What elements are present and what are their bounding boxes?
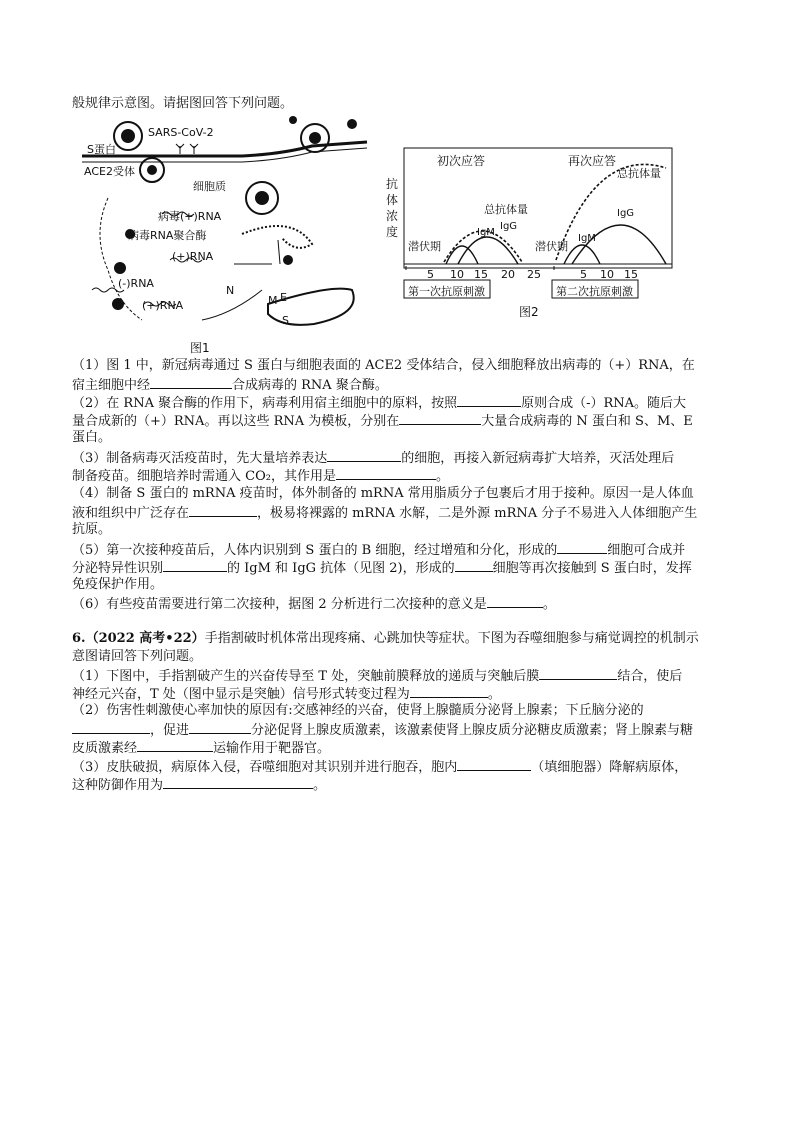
p6-s2-line-a: （2）伤害性刺激使心率加快的原因有:交感神经的兴奋，使肾上腺髓质分泌肾上腺素；下丘脑分泌的 xyxy=(72,703,644,718)
p6-s3-answer-blank-1[interactable] xyxy=(457,758,531,771)
fig2-stim1-label: 第一次抗原刺激 xyxy=(408,285,485,298)
p6-s2-answer-blank-2[interactable] xyxy=(189,721,251,734)
fig2-total-antibody-2: 总抗体量 xyxy=(617,167,661,180)
fig2-secondary-label: 再次应答 xyxy=(568,154,617,168)
q1-line-b xyxy=(72,376,388,394)
fig1-label-m: M xyxy=(268,294,278,307)
q1-text-2: 合成病毒的 RNA 聚合酶。 xyxy=(232,378,388,393)
fig2-tick1-15: 15 xyxy=(474,268,488,281)
fig2-curve-igg2 xyxy=(572,225,666,264)
q6-line-a xyxy=(72,595,556,613)
q4-line-c: 抗原。 xyxy=(72,522,112,537)
p6-s2-line-b xyxy=(72,721,693,739)
q5-line-a xyxy=(72,541,685,559)
p6-heading-line xyxy=(72,631,699,647)
q6-answer-blank[interactable] xyxy=(487,595,543,608)
q2-answer-blank-2[interactable] xyxy=(399,412,481,425)
p6-s3-line-a xyxy=(72,758,687,776)
p6-s1-line-b xyxy=(72,685,501,703)
p6-heading-line-b: 意图请回答下列问题。 xyxy=(72,649,203,664)
fig1-label-rna-minus: (-)RNA xyxy=(118,277,154,290)
q5-answer-blank-2[interactable] xyxy=(163,559,227,572)
q1-line-a: （1）图 1 中，新冠病毒通过 S 蛋白与细胞表面的 ACE2 受体结合，侵入细胞释放出病毒的（+）RNA，在 xyxy=(72,358,695,373)
q3-text-1: （3）制备病毒灭活疫苗时，先大量培养表达 xyxy=(72,451,328,466)
fig1-label-virus-rna: 病毒(+)RNA xyxy=(158,210,222,223)
figure-1-diagram xyxy=(82,114,368,336)
q5-text-3: 分泌特异性识别 xyxy=(72,561,164,576)
q3-answer-blank-1[interactable] xyxy=(327,449,401,462)
p6-s1-text-4: 。 xyxy=(487,687,501,702)
p6-s2-answer-blank-1[interactable] xyxy=(72,721,150,734)
fig1-caption: 图1 xyxy=(190,341,210,355)
fig2-stim2-label: 第二次抗原刺激 xyxy=(556,285,633,298)
fig2-tick1-20: 20 xyxy=(501,268,515,281)
p6-heading-text: 手指割破时机体常出现疼痛、心跳加快等症状。下图为吞噬细胞参与痛觉调控的机制示 xyxy=(204,631,699,646)
fig2-ylabel xyxy=(386,176,400,240)
q4-line-a: （4）制备 S 蛋白的 mRNA 疫苗时，体外制备的 mRNA 常用脂质分子包裹后才用于接种。原因一是人体血 xyxy=(72,486,694,501)
fig2-ylabel-char-1: 抗 xyxy=(386,177,399,191)
fig2-curve-igm2 xyxy=(564,245,600,264)
fig2-tick1-10: 10 xyxy=(450,268,464,281)
q4-answer-blank[interactable] xyxy=(189,504,257,517)
fig1-label-cytoplasm: 细胞质 xyxy=(193,180,226,193)
q6-text-1: （6）有些疫苗需要进行第二次接种，据图 2 分析进行二次接种的意义是 xyxy=(72,597,487,612)
fig2-primary-label: 初次应答 xyxy=(437,154,486,168)
fig2-total-antibody-1: 总抗体量 xyxy=(484,203,528,216)
q2-answer-blank-1[interactable] xyxy=(457,394,521,407)
p6-s3-answer-blank-2[interactable] xyxy=(163,776,313,789)
q3-line-b xyxy=(72,467,449,485)
q5-answer-blank-1[interactable] xyxy=(557,541,607,554)
p6-s1-answer-blank-2[interactable] xyxy=(410,685,488,698)
q4-line-b xyxy=(72,504,697,522)
fig2-tick1-25: 25 xyxy=(527,268,541,281)
q2-line-a xyxy=(72,394,686,412)
fig2-igm1-label: IgM xyxy=(477,227,495,238)
p6-s2-text-4: 运输作用于靶器官。 xyxy=(213,741,331,756)
fig2-curve-igg1 xyxy=(458,237,518,264)
fig2-tick1-5: 5 xyxy=(427,268,434,281)
p6-s1-answer-blank-1[interactable] xyxy=(539,667,617,680)
fig2-tick2-10: 10 xyxy=(600,268,614,281)
fig2-igg1-label: IgG xyxy=(500,221,518,232)
q5-line-c: 免疫保护作用。 xyxy=(72,577,164,592)
fig2-igm2-label: IgM xyxy=(578,233,596,244)
fig2-ylabel-char-2: 体 xyxy=(386,193,399,207)
q5-text-4: 的 IgM 和 IgG 抗体（见图 2)，形成的 xyxy=(227,561,455,576)
q2-line-b xyxy=(72,412,693,430)
q3-answer-blank-2[interactable] xyxy=(336,467,436,480)
fig2-caption: 图2 xyxy=(519,305,539,319)
fig1-label-s-protein: S蛋白 xyxy=(87,143,116,156)
q5-text-1: （5）第一次接种疫苗后，人体内识别到 S 蛋白的 B 细胞，经过增殖和分化，形成的 xyxy=(72,543,558,558)
q5-text-5: 细胞等再次接触到 S 蛋白时，发挥 xyxy=(492,561,692,576)
p6-s1-text-1: （1）下图中，手指割破产生的兴奋传导至 T 处，突触前膜释放的递质与突触后膜 xyxy=(72,669,540,684)
fig1-label-rna-plus-1: (+)RNA xyxy=(172,250,214,263)
p6-s3-text-3: 这种防御作用为 xyxy=(72,778,164,793)
q4-text-1: 液和组织中广泛存在 xyxy=(72,506,190,521)
intro-line: 般规律示意图。请据图回答下列问题。 xyxy=(72,96,294,111)
p6-s2-text-1: ，促进 xyxy=(150,723,190,738)
fig2-igg2-label: IgG xyxy=(617,208,635,219)
fig2-latent2-label: 潜伏期 xyxy=(535,240,568,253)
q1-text-1: 宿主细胞中经 xyxy=(72,378,151,393)
q3-text-4: 。 xyxy=(435,469,449,484)
q2-text-1: （2）在 RNA 聚合酶的作用下，病毒利用宿主细胞中的原料，按照 xyxy=(72,396,458,411)
q4-text-2: ，极易将裸露的 mRNA 水解，二是外源 mRNA 分子不易进入人体细胞产生 xyxy=(257,506,698,521)
p6-s3-text-2: （填细胞器）降解病原体， xyxy=(531,760,688,775)
fig2-latent1-label: 潜伏期 xyxy=(408,240,441,253)
p6-s1-line-a xyxy=(72,667,682,685)
p6-s3-line-b xyxy=(72,776,326,794)
fig1-label-rna-polymerase: 病毒RNA聚合酶 xyxy=(128,229,207,242)
p6-number: 6.（2022 高考•22） xyxy=(72,631,205,646)
fig2-tick2-15: 15 xyxy=(624,268,638,281)
p6-s2-text-3: 皮质激素经 xyxy=(72,741,138,756)
q2-text-4: 大量合成病毒的 N 蛋白和 S、M、E xyxy=(481,414,693,429)
fig1-label-ace2: ACE2受体 xyxy=(84,165,135,178)
p6-s2-line-c xyxy=(72,739,330,757)
fig1-label-e: E xyxy=(280,291,287,304)
fig1-label-rna-plus-2: (+)RNA xyxy=(142,299,184,312)
p6-s2-answer-blank-3[interactable] xyxy=(137,739,213,752)
fig2-ylabel-char-3: 浓 xyxy=(386,209,399,223)
p6-s2-text-2: 分泌促肾上腺皮质激素，该激素使肾上腺皮质分泌糖皮质激素；肾上腺素与糖 xyxy=(251,723,694,738)
q2-text-3: 量合成新的（+）RNA。再以这些 RNA 为模板，分别在 xyxy=(72,414,400,429)
fig1-label-sars: SARS-CoV-2 xyxy=(148,126,214,139)
q3-text-2: 的细胞，再接入新冠病毒扩大培养，灭活处理后 xyxy=(401,451,675,466)
q2-text-2: 原则合成（-）RNA。随后大 xyxy=(521,396,687,411)
p6-s3-text-1: （3）皮肤破损，病原体入侵，吞噬细胞对其识别并进行胞吞，胞内 xyxy=(72,760,458,775)
p6-s3-text-4: 。 xyxy=(313,778,327,793)
p6-s1-text-3: 神经元兴奋，T 处（图中显示是突触）信号形式转变过程为 xyxy=(72,687,410,702)
q3-text-3: 制备疫苗。细胞培养时需通入 CO₂，其作用是 xyxy=(72,469,336,484)
q2-line-c: 蛋白。 xyxy=(72,430,112,445)
fig2-curve-igm1 xyxy=(446,246,478,264)
fig1-label-n: N xyxy=(226,284,235,297)
q1-answer-blank[interactable] xyxy=(150,376,232,389)
q5-answer-blank-3[interactable] xyxy=(455,559,493,572)
q5-line-b xyxy=(72,559,692,577)
p6-s1-text-2: 结合，使后 xyxy=(617,669,683,684)
q5-text-2: 细胞可合成并 xyxy=(607,543,686,558)
q6-text-2: 。 xyxy=(542,597,556,612)
fig2-ylabel-char-4: 度 xyxy=(386,225,399,239)
q3-line-a xyxy=(72,449,674,467)
fig2-tick2-5: 5 xyxy=(580,268,587,281)
fig1-label-s: S xyxy=(282,314,289,327)
